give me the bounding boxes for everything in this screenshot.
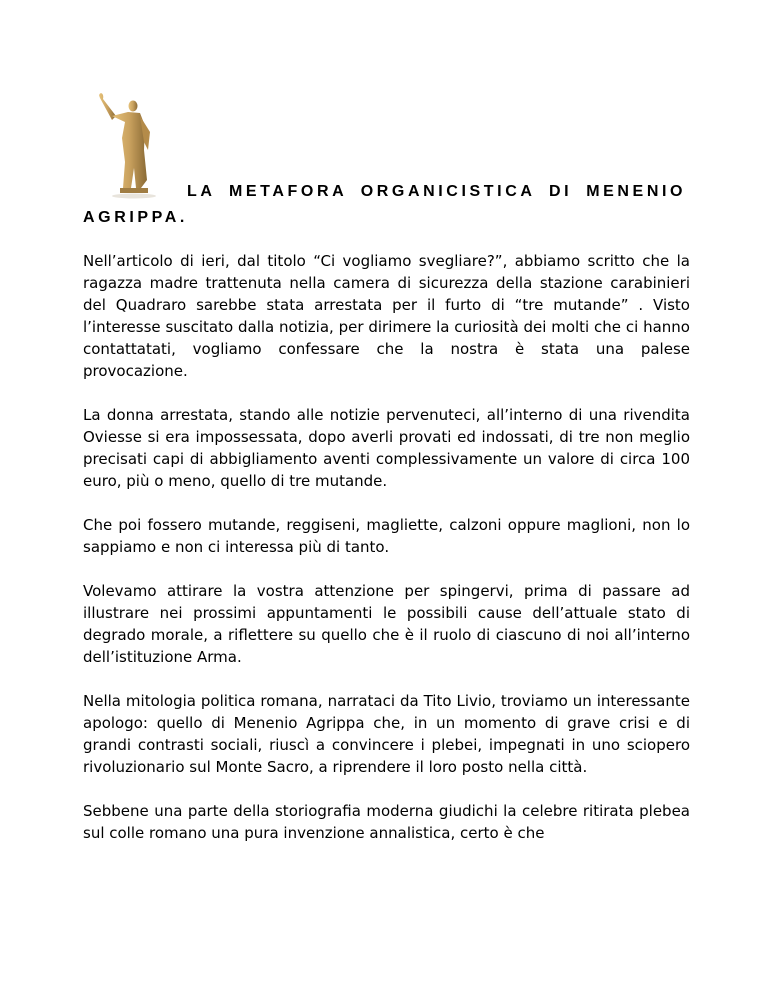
paragraph: Sebbene una parte della storiografia moderna giudichi la celebre ritirata plebea sul colle romano una pura invenzione annalistica, certo è che bbox=[83, 802, 690, 842]
article-title-continued: AGRIPPA. bbox=[83, 209, 188, 226]
article-body bbox=[83, 250, 690, 866]
paragraph: Nell’articolo di ieri, dal titolo “Ci vogliamo svegliare?”, abbiamo scritto che la ragazza madre trattenuta nella camera di sicurezza della stazione carabinieri del Quadraro sarebbe stata arrestata per il furto di “tre mutande” . Visto l’interesse suscitato dalla notizia, per dirimere la curiosità dei molti che ci hanno contattatati, vogliamo confessare che la nostra è stata una palese provocazione. bbox=[83, 252, 690, 380]
paragraph: Volevamo attirare la vostra attenzione per spingervi, prima di passare ad illustrare nei prossimi appuntamenti le possibili cause dell’attuale stato di degrado morale, a riflettere su quello che è il ruolo di ciascuno di noi all’interno dell’istituzione Arma. bbox=[83, 582, 690, 666]
paragraph: Che poi fossero mutande, reggiseni, magliette, calzoni oppure maglioni, non lo sappiamo e non ci interessa più di tanto. bbox=[83, 516, 690, 556]
paragraph: Nella mitologia politica romana, narrataci da Tito Livio, troviamo un interessante apologo: quello di Menenio Agrippa che, in un momento di grave crisi e di grandi contrasti sociali, riuscì a convincere i plebei, impegnati in uno sciopero rivoluzionario sul Monte Sacro, a riprendere il loro posto nella città. bbox=[83, 692, 690, 776]
paragraph: La donna arrestata, stando alle notizie pervenuteci, all’interno di una rivendita Oviesse si era impossessata, dopo averli provati ed indossati, di tre non meglio precisati capi di abbigliamento aventi complessivamente un valore di circa 100 euro, più o meno, quello di tre mutande. bbox=[83, 406, 690, 490]
article-title: LA METAFORA ORGANICISTICA DI MENENIO bbox=[187, 183, 687, 200]
statue-icon bbox=[92, 92, 170, 200]
